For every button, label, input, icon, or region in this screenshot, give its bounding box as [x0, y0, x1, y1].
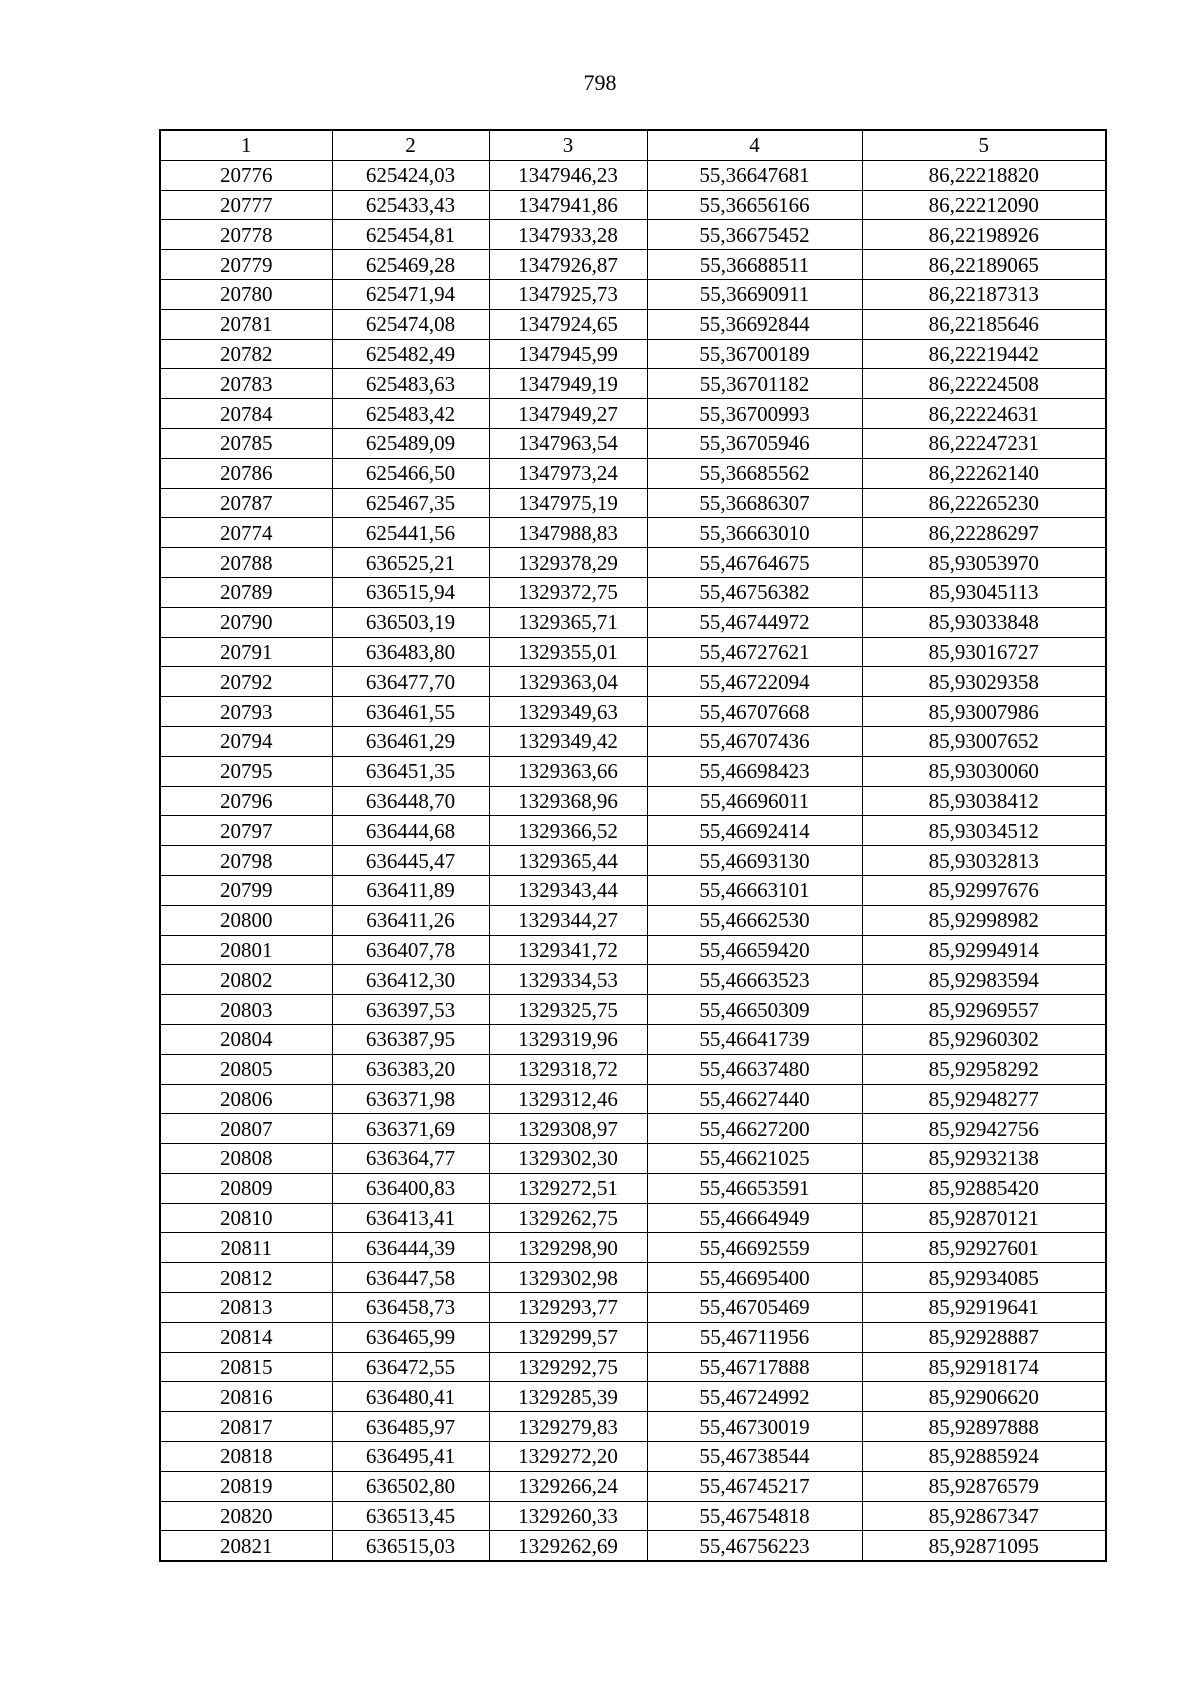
- cell-point-number: 20789: [160, 577, 332, 607]
- table-row: [160, 428, 1106, 458]
- table-row: [160, 905, 1106, 935]
- cell-y: 1329312,46: [489, 1084, 647, 1114]
- table-row: [160, 995, 1106, 1025]
- cell-point-number: 20786: [160, 458, 332, 488]
- cell-latitude: 55,36700189: [647, 339, 862, 369]
- table-row: [160, 518, 1106, 548]
- cell-y: 1347988,83: [489, 518, 647, 548]
- cell-x: 636461,29: [332, 726, 489, 756]
- cell-point-number: 20787: [160, 488, 332, 518]
- table-row: [160, 1471, 1106, 1501]
- cell-longitude: 85,92969557: [862, 995, 1106, 1025]
- table-row: [160, 548, 1106, 578]
- cell-latitude: 55,46711956: [647, 1322, 862, 1352]
- cell-y: 1329334,53: [489, 965, 647, 995]
- cell-y: 1347949,27: [489, 399, 647, 429]
- cell-y: 1329363,04: [489, 667, 647, 697]
- table-row: [160, 786, 1106, 816]
- cell-longitude: 85,93045113: [862, 577, 1106, 607]
- cell-x: 625454,81: [332, 220, 489, 250]
- cell-latitude: 55,46707436: [647, 726, 862, 756]
- cell-longitude: 86,22198926: [862, 220, 1106, 250]
- cell-longitude: 86,22185646: [862, 309, 1106, 339]
- cell-longitude: 85,93029358: [862, 667, 1106, 697]
- table-row: [160, 1114, 1106, 1144]
- cell-x: 636480,41: [332, 1382, 489, 1412]
- cell-longitude: 85,92906620: [862, 1382, 1106, 1412]
- cell-latitude: 55,46637480: [647, 1054, 862, 1084]
- cell-longitude: 85,92983594: [862, 965, 1106, 995]
- cell-x: 636483,80: [332, 637, 489, 667]
- cell-y: 1329325,75: [489, 995, 647, 1025]
- cell-x: 636444,68: [332, 816, 489, 846]
- cell-x: 636444,39: [332, 1233, 489, 1263]
- cell-longitude: 86,22219442: [862, 339, 1106, 369]
- cell-x: 636400,83: [332, 1173, 489, 1203]
- cell-latitude: 55,36692844: [647, 309, 862, 339]
- cell-latitude: 55,46641739: [647, 1024, 862, 1054]
- cell-x: 636485,97: [332, 1412, 489, 1442]
- column-header-point-number: 1: [160, 130, 332, 160]
- cell-point-number: 20817: [160, 1412, 332, 1442]
- cell-point-number: 20816: [160, 1382, 332, 1412]
- cell-x: 636461,55: [332, 697, 489, 727]
- cell-x: 625471,94: [332, 279, 489, 309]
- cell-y: 1329285,39: [489, 1382, 647, 1412]
- table-row: [160, 1322, 1106, 1352]
- table-row: [160, 190, 1106, 220]
- cell-latitude: 55,36700993: [647, 399, 862, 429]
- cell-latitude: 55,46754818: [647, 1501, 862, 1531]
- cell-longitude: 85,92897888: [862, 1412, 1106, 1442]
- cell-longitude: 85,93038412: [862, 786, 1106, 816]
- cell-x: 636397,53: [332, 995, 489, 1025]
- cell-point-number: 20811: [160, 1233, 332, 1263]
- cell-latitude: 55,36663010: [647, 518, 862, 548]
- cell-point-number: 20808: [160, 1144, 332, 1174]
- cell-longitude: 85,93030060: [862, 756, 1106, 786]
- table-row: [160, 667, 1106, 697]
- cell-point-number: 20801: [160, 935, 332, 965]
- cell-point-number: 20804: [160, 1024, 332, 1054]
- cell-longitude: 86,22189065: [862, 250, 1106, 280]
- cell-longitude: 85,93016727: [862, 637, 1106, 667]
- cell-point-number: 20806: [160, 1084, 332, 1114]
- cell-point-number: 20794: [160, 726, 332, 756]
- table-body: [160, 160, 1106, 1561]
- cell-latitude: 55,46692559: [647, 1233, 862, 1263]
- table-row: [160, 1144, 1106, 1174]
- cell-point-number: 20820: [160, 1501, 332, 1531]
- cell-point-number: 20785: [160, 428, 332, 458]
- cell-latitude: 55,46705469: [647, 1293, 862, 1323]
- cell-x: 636465,99: [332, 1322, 489, 1352]
- cell-x: 636371,69: [332, 1114, 489, 1144]
- cell-latitude: 55,46650309: [647, 995, 862, 1025]
- column-header-longitude: 5: [862, 130, 1106, 160]
- cell-y: 1329341,72: [489, 935, 647, 965]
- cell-longitude: 85,92876579: [862, 1471, 1106, 1501]
- cell-y: 1329272,20: [489, 1442, 647, 1472]
- cell-longitude: 86,22286297: [862, 518, 1106, 548]
- cell-longitude: 86,22212090: [862, 190, 1106, 220]
- table-row: [160, 1054, 1106, 1084]
- cell-longitude: 85,92934085: [862, 1263, 1106, 1293]
- cell-y: 1347941,86: [489, 190, 647, 220]
- table-row: [160, 1412, 1106, 1442]
- cell-y: 1347933,28: [489, 220, 647, 250]
- cell-point-number: 20799: [160, 875, 332, 905]
- cell-longitude: 86,22218820: [862, 160, 1106, 190]
- cell-y: 1329363,66: [489, 756, 647, 786]
- cell-longitude: 86,22224508: [862, 369, 1106, 399]
- cell-latitude: 55,46756382: [647, 577, 862, 607]
- cell-latitude: 55,46659420: [647, 935, 862, 965]
- cell-latitude: 55,36701182: [647, 369, 862, 399]
- cell-y: 1329260,33: [489, 1501, 647, 1531]
- cell-x: 636383,20: [332, 1054, 489, 1084]
- table-row: [160, 756, 1106, 786]
- table-row: [160, 309, 1106, 339]
- cell-longitude: 85,92958292: [862, 1054, 1106, 1084]
- cell-latitude: 55,46698423: [647, 756, 862, 786]
- cell-longitude: 85,92942756: [862, 1114, 1106, 1144]
- cell-latitude: 55,46663101: [647, 875, 862, 905]
- table-row: [160, 1352, 1106, 1382]
- cell-latitude: 55,46745217: [647, 1471, 862, 1501]
- cell-x: 636411,89: [332, 875, 489, 905]
- cell-longitude: 85,92928887: [862, 1322, 1106, 1352]
- cell-longitude: 86,22187313: [862, 279, 1106, 309]
- cell-longitude: 85,93034512: [862, 816, 1106, 846]
- cell-y: 1329372,75: [489, 577, 647, 607]
- cell-latitude: 55,46744972: [647, 607, 862, 637]
- cell-latitude: 55,36656166: [647, 190, 862, 220]
- cell-longitude: 85,92948277: [862, 1084, 1106, 1114]
- cell-point-number: 20778: [160, 220, 332, 250]
- cell-y: 1329366,52: [489, 816, 647, 846]
- cell-point-number: 20805: [160, 1054, 332, 1084]
- cell-longitude: 85,92885924: [862, 1442, 1106, 1472]
- table-row: [160, 399, 1106, 429]
- table-row: [160, 965, 1106, 995]
- page-number: 798: [583, 70, 617, 95]
- cell-y: 1329266,24: [489, 1471, 647, 1501]
- cell-y: 1329378,29: [489, 548, 647, 578]
- cell-y: 1329349,63: [489, 697, 647, 727]
- table-row: [160, 846, 1106, 876]
- cell-latitude: 55,46696011: [647, 786, 862, 816]
- cell-y: 1329279,83: [489, 1412, 647, 1442]
- table-row: [160, 488, 1106, 518]
- table-row: [160, 1293, 1106, 1323]
- cell-point-number: 20813: [160, 1293, 332, 1323]
- cell-latitude: 55,46730019: [647, 1412, 862, 1442]
- cell-point-number: 20818: [160, 1442, 332, 1472]
- cell-x: 636447,58: [332, 1263, 489, 1293]
- cell-x: 636411,26: [332, 905, 489, 935]
- cell-x: 636515,03: [332, 1531, 489, 1561]
- table-row: [160, 160, 1106, 190]
- table-row: [160, 279, 1106, 309]
- cell-x: 636503,19: [332, 607, 489, 637]
- cell-y: 1329262,69: [489, 1531, 647, 1561]
- cell-x: 625466,50: [332, 458, 489, 488]
- cell-point-number: 20809: [160, 1173, 332, 1203]
- table-row: [160, 1024, 1106, 1054]
- cell-x: 636472,55: [332, 1352, 489, 1382]
- table-row: [160, 607, 1106, 637]
- cell-longitude: 85,92932138: [862, 1144, 1106, 1174]
- cell-longitude: 85,92997676: [862, 875, 1106, 905]
- cell-longitude: 85,92919641: [862, 1293, 1106, 1323]
- table-row: [160, 1263, 1106, 1293]
- cell-latitude: 55,46717888: [647, 1352, 862, 1382]
- column-header-latitude: 4: [647, 130, 862, 160]
- cell-latitude: 55,46695400: [647, 1263, 862, 1293]
- table-row: [160, 1531, 1106, 1561]
- cell-latitude: 55,36686307: [647, 488, 862, 518]
- cell-point-number: 20819: [160, 1471, 332, 1501]
- cell-x: 625467,35: [332, 488, 489, 518]
- cell-x: 636448,70: [332, 786, 489, 816]
- cell-point-number: 20776: [160, 160, 332, 190]
- table-row: [160, 697, 1106, 727]
- table-row: [160, 1173, 1106, 1203]
- cell-y: 1329368,96: [489, 786, 647, 816]
- cell-longitude: 85,93033848: [862, 607, 1106, 637]
- cell-y: 1347949,19: [489, 369, 647, 399]
- cell-point-number: 20790: [160, 607, 332, 637]
- cell-latitude: 55,46738544: [647, 1442, 862, 1472]
- cell-point-number: 20793: [160, 697, 332, 727]
- table-row: [160, 369, 1106, 399]
- cell-latitude: 55,36647681: [647, 160, 862, 190]
- cell-y: 1329298,90: [489, 1233, 647, 1263]
- cell-x: 636515,94: [332, 577, 489, 607]
- cell-point-number: 20788: [160, 548, 332, 578]
- cell-point-number: 20782: [160, 339, 332, 369]
- table-row: [160, 250, 1106, 280]
- cell-latitude: 55,46724992: [647, 1382, 862, 1412]
- cell-y: 1329272,51: [489, 1173, 647, 1203]
- table-row: [160, 637, 1106, 667]
- cell-x: 636513,45: [332, 1501, 489, 1531]
- column-header-y: 3: [489, 130, 647, 160]
- cell-y: 1329365,44: [489, 846, 647, 876]
- cell-x: 636502,80: [332, 1471, 489, 1501]
- cell-latitude: 55,46621025: [647, 1144, 862, 1174]
- cell-point-number: 20781: [160, 309, 332, 339]
- cell-x: 636477,70: [332, 667, 489, 697]
- cell-latitude: 55,46707668: [647, 697, 862, 727]
- cell-longitude: 86,22265230: [862, 488, 1106, 518]
- table-row: [160, 1501, 1106, 1531]
- cell-point-number: 20814: [160, 1322, 332, 1352]
- cell-x: 625483,42: [332, 399, 489, 429]
- cell-x: 636387,95: [332, 1024, 489, 1054]
- cell-latitude: 55,36685562: [647, 458, 862, 488]
- cell-point-number: 20807: [160, 1114, 332, 1144]
- cell-x: 636495,41: [332, 1442, 489, 1472]
- cell-point-number: 20774: [160, 518, 332, 548]
- cell-latitude: 55,46693130: [647, 846, 862, 876]
- cell-y: 1347945,99: [489, 339, 647, 369]
- cell-point-number: 20812: [160, 1263, 332, 1293]
- cell-longitude: 86,22224631: [862, 399, 1106, 429]
- cell-point-number: 20810: [160, 1203, 332, 1233]
- cell-latitude: 55,46764675: [647, 548, 862, 578]
- cell-x: 636445,47: [332, 846, 489, 876]
- cell-point-number: 20796: [160, 786, 332, 816]
- table-row: [160, 935, 1106, 965]
- cell-y: 1329308,97: [489, 1114, 647, 1144]
- cell-x: 625489,09: [332, 428, 489, 458]
- cell-point-number: 20779: [160, 250, 332, 280]
- cell-y: 1329365,71: [489, 607, 647, 637]
- cell-longitude: 85,92994914: [862, 935, 1106, 965]
- cell-point-number: 20784: [160, 399, 332, 429]
- cell-point-number: 20783: [160, 369, 332, 399]
- cell-latitude: 55,36688511: [647, 250, 862, 280]
- cell-point-number: 20795: [160, 756, 332, 786]
- cell-y: 1329355,01: [489, 637, 647, 667]
- cell-x: 636451,35: [332, 756, 489, 786]
- cell-point-number: 20802: [160, 965, 332, 995]
- table-row: [160, 1382, 1106, 1412]
- table-row: [160, 816, 1106, 846]
- cell-latitude: 55,46692414: [647, 816, 862, 846]
- table-row: [160, 458, 1106, 488]
- cell-point-number: 20803: [160, 995, 332, 1025]
- cell-x: 636525,21: [332, 548, 489, 578]
- cell-longitude: 85,92927601: [862, 1233, 1106, 1263]
- cell-x: 636407,78: [332, 935, 489, 965]
- cell-point-number: 20780: [160, 279, 332, 309]
- cell-x: 636364,77: [332, 1144, 489, 1174]
- cell-latitude: 55,46662530: [647, 905, 862, 935]
- cell-y: 1347973,24: [489, 458, 647, 488]
- cell-y: 1329299,57: [489, 1322, 647, 1352]
- cell-longitude: 85,93032813: [862, 846, 1106, 876]
- cell-latitude: 55,36690911: [647, 279, 862, 309]
- column-header-x: 2: [332, 130, 489, 160]
- table-row: [160, 339, 1106, 369]
- cell-x: 625433,43: [332, 190, 489, 220]
- cell-latitude: 55,36705946: [647, 428, 862, 458]
- cell-latitude: 55,46627440: [647, 1084, 862, 1114]
- cell-y: 1329262,75: [489, 1203, 647, 1233]
- coordinates-table: [159, 129, 1107, 1562]
- table-row: [160, 1084, 1106, 1114]
- cell-longitude: 85,92918174: [862, 1352, 1106, 1382]
- cell-latitude: 55,46664949: [647, 1203, 862, 1233]
- cell-point-number: 20797: [160, 816, 332, 846]
- table-row: [160, 1233, 1106, 1263]
- cell-y: 1329319,96: [489, 1024, 647, 1054]
- cell-y: 1329344,27: [489, 905, 647, 935]
- header-row: [160, 130, 1106, 160]
- cell-longitude: 85,92870121: [862, 1203, 1106, 1233]
- cell-y: 1329293,77: [489, 1293, 647, 1323]
- cell-longitude: 85,92885420: [862, 1173, 1106, 1203]
- cell-latitude: 55,46727621: [647, 637, 862, 667]
- cell-x: 636413,41: [332, 1203, 489, 1233]
- cell-point-number: 20777: [160, 190, 332, 220]
- table-header: [160, 130, 1106, 160]
- table-row: [160, 875, 1106, 905]
- table-row: [160, 1203, 1106, 1233]
- table-row: [160, 1442, 1106, 1472]
- cell-y: 1347924,65: [489, 309, 647, 339]
- cell-y: 1329302,30: [489, 1144, 647, 1174]
- cell-y: 1347946,23: [489, 160, 647, 190]
- cell-x: 625474,08: [332, 309, 489, 339]
- cell-x: 625424,03: [332, 160, 489, 190]
- cell-latitude: 55,46722094: [647, 667, 862, 697]
- cell-longitude: 86,22262140: [862, 458, 1106, 488]
- table-row: [160, 726, 1106, 756]
- cell-y: 1347975,19: [489, 488, 647, 518]
- cell-x: 636458,73: [332, 1293, 489, 1323]
- cell-longitude: 85,92867347: [862, 1501, 1106, 1531]
- cell-y: 1329292,75: [489, 1352, 647, 1382]
- cell-point-number: 20798: [160, 846, 332, 876]
- cell-point-number: 20821: [160, 1531, 332, 1561]
- cell-longitude: 86,22247231: [862, 428, 1106, 458]
- cell-y: 1329302,98: [489, 1263, 647, 1293]
- cell-x: 636371,98: [332, 1084, 489, 1114]
- table-row: [160, 577, 1106, 607]
- cell-latitude: 55,46627200: [647, 1114, 862, 1144]
- cell-longitude: 85,93007652: [862, 726, 1106, 756]
- cell-longitude: 85,92960302: [862, 1024, 1106, 1054]
- cell-latitude: 55,46756223: [647, 1531, 862, 1561]
- cell-x: 625441,56: [332, 518, 489, 548]
- cell-point-number: 20800: [160, 905, 332, 935]
- cell-longitude: 85,93053970: [862, 548, 1106, 578]
- cell-y: 1329318,72: [489, 1054, 647, 1084]
- cell-latitude: 55,46663523: [647, 965, 862, 995]
- cell-y: 1347925,73: [489, 279, 647, 309]
- cell-y: 1329343,44: [489, 875, 647, 905]
- cell-longitude: 85,92998982: [862, 905, 1106, 935]
- cell-latitude: 55,36675452: [647, 220, 862, 250]
- cell-y: 1347926,87: [489, 250, 647, 280]
- cell-point-number: 20791: [160, 637, 332, 667]
- cell-x: 625482,49: [332, 339, 489, 369]
- cell-longitude: 85,93007986: [862, 697, 1106, 727]
- table-row: [160, 220, 1106, 250]
- cell-latitude: 55,46653591: [647, 1173, 862, 1203]
- cell-point-number: 20792: [160, 667, 332, 697]
- cell-x: 636412,30: [332, 965, 489, 995]
- cell-longitude: 85,92871095: [862, 1531, 1106, 1561]
- cell-x: 625469,28: [332, 250, 489, 280]
- cell-y: 1329349,42: [489, 726, 647, 756]
- cell-y: 1347963,54: [489, 428, 647, 458]
- cell-x: 625483,63: [332, 369, 489, 399]
- cell-point-number: 20815: [160, 1352, 332, 1382]
